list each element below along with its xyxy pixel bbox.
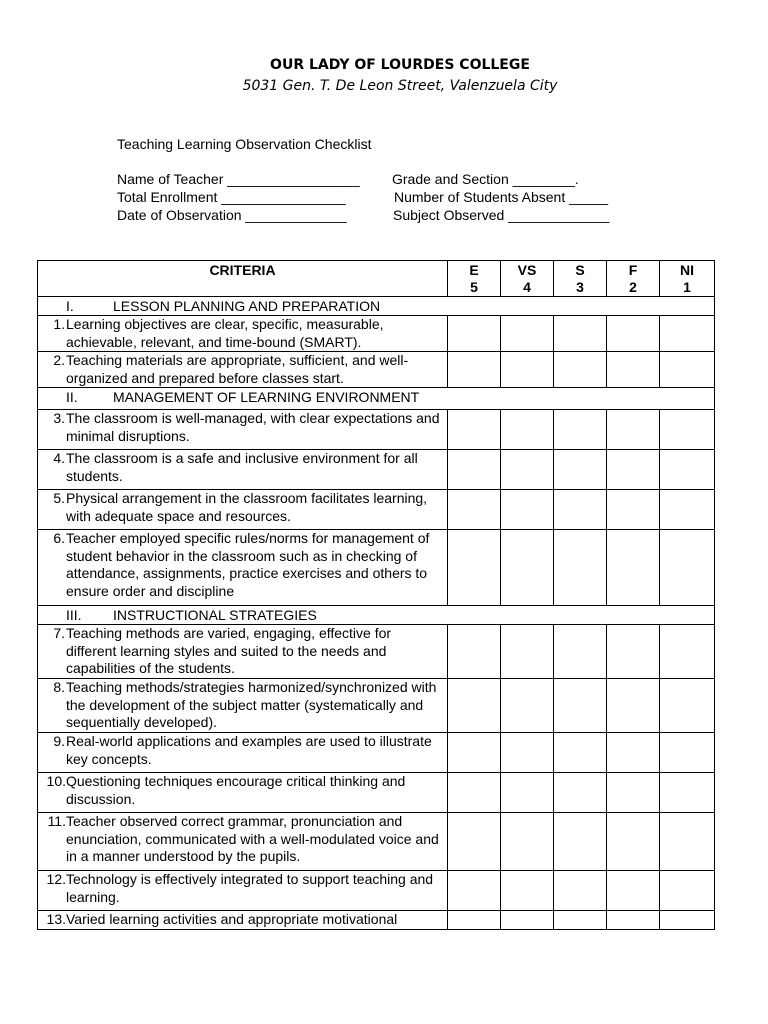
criteria-number: 7. bbox=[53, 625, 65, 641]
criteria-text: Teaching materials are appropriate, sufficient, and well-organized and prepared before classes start. bbox=[66, 352, 409, 386]
criteria-row bbox=[38, 813, 715, 871]
criteria-number: 1. bbox=[53, 316, 65, 332]
section-numeral: III. bbox=[66, 607, 82, 623]
criteria-text: Technology is effectively integrated to support teaching and learning. bbox=[66, 871, 434, 905]
criteria-row bbox=[38, 911, 715, 930]
total-enrollment-field: Total Enrollment ________________ bbox=[117, 189, 346, 205]
rating-cell-f[interactable] bbox=[607, 450, 660, 490]
table-header-row bbox=[38, 261, 715, 297]
section-row bbox=[38, 297, 715, 316]
criteria-number: 2. bbox=[53, 352, 65, 368]
rating-cell-vs[interactable] bbox=[501, 773, 554, 813]
rating-cell-vs[interactable] bbox=[501, 813, 554, 871]
criteria-number: 5. bbox=[53, 490, 65, 506]
rating-cell-e[interactable] bbox=[448, 911, 501, 930]
criteria-text: Teaching methods are varied, engaging, effective for different learning styles and suited to the needs and capabilities of the students. bbox=[66, 625, 392, 676]
rating-cell-ni[interactable] bbox=[660, 530, 715, 606]
rating-cell-vs[interactable] bbox=[501, 679, 554, 733]
criteria-number: 13. bbox=[46, 911, 66, 927]
criteria-number: 9. bbox=[53, 733, 65, 749]
rating-cell-s[interactable] bbox=[554, 625, 607, 679]
rating-cell-s[interactable] bbox=[554, 530, 607, 606]
rating-header-ni: NI 1 bbox=[660, 261, 715, 297]
rating-cell-ni[interactable] bbox=[660, 352, 715, 388]
criteria-row bbox=[38, 625, 715, 679]
rating-cell-s[interactable] bbox=[554, 490, 607, 530]
rating-cell-s[interactable] bbox=[554, 871, 607, 911]
criteria-row bbox=[38, 410, 715, 450]
rating-cell-e[interactable] bbox=[448, 530, 501, 606]
rating-cell-f[interactable] bbox=[607, 679, 660, 733]
rating-cell-f[interactable] bbox=[607, 316, 660, 352]
criteria-number: 4. bbox=[53, 450, 65, 466]
criteria-header: CRITERIA bbox=[38, 261, 448, 297]
rating-cell-f[interactable] bbox=[607, 625, 660, 679]
rating-cell-ni[interactable] bbox=[660, 679, 715, 733]
criteria-text: The classroom is a safe and inclusive environment for all students. bbox=[66, 450, 418, 484]
criteria-row bbox=[38, 490, 715, 530]
rating-cell-ni[interactable] bbox=[660, 871, 715, 911]
criteria-text: Learning objectives are clear, specific, measurable, achievable, relevant, and time-bound (SMART). bbox=[66, 316, 384, 350]
observation-date-field: Date of Observation _____________ bbox=[117, 207, 347, 223]
rating-cell-f[interactable] bbox=[607, 733, 660, 773]
rating-cell-e[interactable] bbox=[448, 733, 501, 773]
teacher-name-field: Name of Teacher _________________ bbox=[117, 171, 360, 187]
rating-cell-e[interactable] bbox=[448, 352, 501, 388]
rating-cell-ni[interactable] bbox=[660, 911, 715, 930]
section-numeral: II. bbox=[66, 389, 78, 405]
rating-cell-vs[interactable] bbox=[501, 530, 554, 606]
criteria-number: 6. bbox=[53, 530, 65, 546]
criteria-row bbox=[38, 530, 715, 606]
criteria-text: Teacher observed correct grammar, pronunciation and enunciation, communicated with a well-modulated voice and in a manner understood by the pupils. bbox=[66, 813, 439, 864]
rating-cell-ni[interactable] bbox=[660, 773, 715, 813]
rating-cell-vs[interactable] bbox=[501, 410, 554, 450]
criteria-row bbox=[38, 871, 715, 911]
rating-cell-s[interactable] bbox=[554, 773, 607, 813]
criteria-row bbox=[38, 352, 715, 388]
rating-cell-s[interactable] bbox=[554, 316, 607, 352]
rating-cell-ni[interactable] bbox=[660, 733, 715, 773]
criteria-number: 11. bbox=[47, 813, 66, 829]
rating-cell-e[interactable] bbox=[448, 410, 501, 450]
rating-cell-s[interactable] bbox=[554, 450, 607, 490]
rating-cell-e[interactable] bbox=[448, 813, 501, 871]
rating-cell-f[interactable] bbox=[607, 530, 660, 606]
rating-cell-e[interactable] bbox=[448, 625, 501, 679]
rating-cell-s[interactable] bbox=[554, 352, 607, 388]
criteria-text: Teaching methods/strategies harmonized/synchronized with the development of the subject matter (systematically and sequentially developed). bbox=[66, 679, 437, 730]
rating-cell-vs[interactable] bbox=[501, 490, 554, 530]
criteria-number: 10. bbox=[46, 773, 66, 789]
section-title: LESSON PLANNING AND PREPARATION bbox=[113, 298, 381, 314]
rating-cell-f[interactable] bbox=[607, 773, 660, 813]
students-absent-field: Number of Students Absent _____ bbox=[394, 189, 609, 205]
section-title: MANAGEMENT OF LEARNING ENVIRONMENT bbox=[113, 389, 420, 405]
rating-cell-ni[interactable] bbox=[660, 410, 715, 450]
criteria-text: Physical arrangement in the classroom facilitates learning, with adequate space and resources. bbox=[66, 490, 428, 524]
document-header bbox=[0, 55, 768, 97]
rating-cell-s[interactable] bbox=[554, 911, 607, 930]
criteria-text: Teacher employed specific rules/norms for management of student behavior in the classroom such as in checking of attendance, assignments, practice exercises and others to ensure order and discipline bbox=[66, 530, 430, 599]
section-row bbox=[38, 388, 715, 410]
criteria-text: Questioning techniques encourage critical thinking and discussion. bbox=[66, 773, 406, 807]
rating-cell-vs[interactable] bbox=[501, 352, 554, 388]
rating-cell-vs[interactable] bbox=[501, 911, 554, 930]
rating-cell-e[interactable] bbox=[448, 679, 501, 733]
rating-cell-ni[interactable] bbox=[660, 813, 715, 871]
rating-cell-vs[interactable] bbox=[501, 316, 554, 352]
rating-cell-s[interactable] bbox=[554, 679, 607, 733]
rating-cell-f[interactable] bbox=[607, 490, 660, 530]
subject-observed-field: Subject Observed _____________ bbox=[393, 207, 610, 223]
rating-cell-e[interactable] bbox=[448, 773, 501, 813]
rating-cell-vs[interactable] bbox=[501, 625, 554, 679]
criteria-number: 12. bbox=[46, 871, 66, 887]
criteria-text: Varied learning activities and appropriate motivational bbox=[66, 911, 398, 927]
rating-cell-ni[interactable] bbox=[660, 450, 715, 490]
rating-header-s: S 3 bbox=[554, 261, 607, 297]
form-title: Teaching Learning Observation Checklist bbox=[117, 136, 372, 152]
rating-cell-s[interactable] bbox=[554, 733, 607, 773]
rating-cell-e[interactable] bbox=[448, 316, 501, 352]
rating-cell-ni[interactable] bbox=[660, 625, 715, 679]
rating-cell-s[interactable] bbox=[554, 410, 607, 450]
rating-cell-s[interactable] bbox=[554, 813, 607, 871]
grade-section-field: Grade and Section ________. bbox=[392, 171, 579, 187]
rating-cell-ni[interactable] bbox=[660, 490, 715, 530]
rating-cell-f[interactable] bbox=[607, 410, 660, 450]
criteria-row bbox=[38, 316, 715, 352]
school-name: OUR LADY OF LOURDES COLLEGE bbox=[270, 57, 530, 73]
criteria-row bbox=[38, 733, 715, 773]
rating-cell-ni[interactable] bbox=[660, 316, 715, 352]
criteria-text: The classroom is well-managed, with clear expectations and minimal disruptions. bbox=[66, 410, 440, 444]
rating-cell-e[interactable] bbox=[448, 450, 501, 490]
rating-cell-vs[interactable] bbox=[501, 733, 554, 773]
rating-cell-vs[interactable] bbox=[501, 871, 554, 911]
rating-cell-f[interactable] bbox=[607, 352, 660, 388]
rating-cell-vs[interactable] bbox=[501, 450, 554, 490]
rating-cell-e[interactable] bbox=[448, 490, 501, 530]
section-numeral: I. bbox=[66, 298, 74, 314]
criteria-row bbox=[38, 450, 715, 490]
section-title: INSTRUCTIONAL STRATEGIES bbox=[113, 607, 317, 623]
rating-cell-f[interactable] bbox=[607, 871, 660, 911]
rating-header-f: F 2 bbox=[607, 261, 660, 297]
criteria-row bbox=[38, 773, 715, 813]
school-address: 5031 Gen. T. De Leon Street, Valenzuela City bbox=[242, 78, 558, 94]
criteria-text: Real-world applications and examples are used to illustrate key concepts. bbox=[66, 733, 432, 767]
criteria-number: 3. bbox=[53, 410, 65, 426]
criteria-row bbox=[38, 679, 715, 733]
rating-cell-e[interactable] bbox=[448, 871, 501, 911]
rating-cell-f[interactable] bbox=[607, 911, 660, 930]
observation-checklist-table bbox=[37, 260, 715, 930]
criteria-number: 8. bbox=[53, 679, 65, 695]
rating-cell-f[interactable] bbox=[607, 813, 660, 871]
rating-header-vs: VS 4 bbox=[501, 261, 554, 297]
section-row bbox=[38, 606, 715, 625]
rating-header-e: E 5 bbox=[448, 261, 501, 297]
